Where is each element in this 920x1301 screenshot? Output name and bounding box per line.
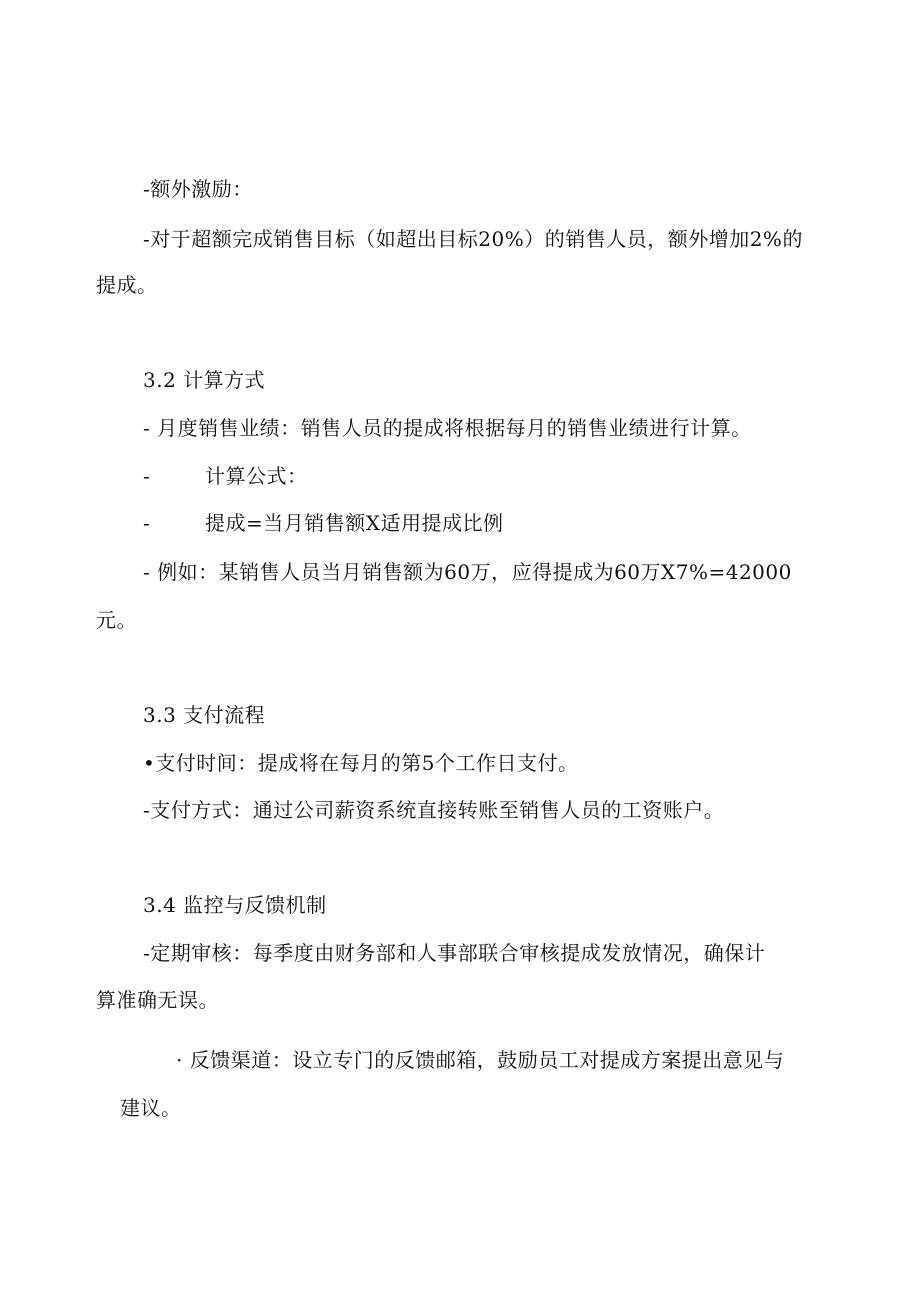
- audit-line2: 算准确无误。: [96, 988, 219, 1012]
- section-3-3-heading: 3.3 支付流程: [143, 703, 266, 727]
- extra-incentive-label: -额外激励：: [143, 177, 253, 201]
- extra-incentive-detail-line2: 提成。: [96, 273, 158, 297]
- formula-dash-2: -: [143, 511, 151, 535]
- section-3-4-heading: 3.4 监控与反馈机制: [143, 893, 327, 917]
- feedback-line2: 建议。: [120, 1096, 182, 1120]
- payment-method-text: -支付方式：通过公司薪资系统直接转账至销售人员的工资账户。: [143, 798, 725, 822]
- extra-incentive-detail-line1: -对于超额完成销售目标（如超出目标20%）的销售人员，额外增加2%的: [143, 227, 803, 251]
- audit-line1: -定期审核：每季度由财务部和人事部联合审核提成发放情况，确保计: [143, 941, 766, 965]
- section-3-2-heading: 3.2 计算方式: [143, 368, 266, 392]
- monthly-performance-text: - 月度销售业绩：销售人员的提成将根据每月的销售业绩进行计算。: [143, 416, 752, 440]
- feedback-line1: · 反馈渠道：设立专门的反馈邮箱，鼓励员工对提成方案提出意见与: [176, 1048, 785, 1072]
- example-line2: 元。: [96, 608, 137, 632]
- example-line1: - 例如：某销售人员当月销售额为60万，应得提成为60万X7%=42000: [143, 560, 792, 584]
- formula-label: 计算公式：: [205, 464, 308, 488]
- formula-dash: -: [143, 464, 151, 488]
- payment-time-text: •支付时间：提成将在每月的第5个工作日支付。: [143, 751, 579, 775]
- formula-text: 提成=当月销售额X适用提成比例: [205, 511, 504, 535]
